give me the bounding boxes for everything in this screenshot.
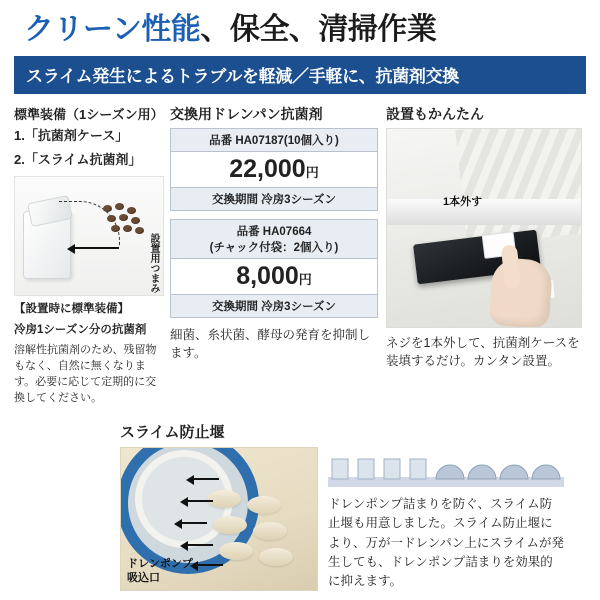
hand-shape — [489, 256, 554, 327]
left-heading: 標準装備（1シーズン用） — [14, 106, 164, 122]
photo-callout-screw: 1本外す — [443, 195, 483, 208]
left-item-1: 1.「抗菌剤ケース」 — [14, 127, 129, 143]
left-note-body: 溶解性抗菌剤のため、残留物もなく、自然に無くなります。必要に応じて定期的に交換してください。 — [14, 344, 157, 404]
weir-diagram-svg — [328, 447, 564, 491]
left-item-2: 2.「スライム抗菌剤」 — [14, 152, 142, 168]
bottom-row — [14, 447, 586, 592]
left-arrow-icon — [73, 247, 119, 249]
table-row — [171, 151, 378, 187]
bottom-description: ドレンポンプ詰まりを防ぐ、スライム防止堰も用意しました。スライム防止堰により、万が一ドレンパン上にスライムが発生しても、ドレンポンプ詰まりを効果的に抑えます。 — [328, 496, 564, 589]
bottom-section — [10, 407, 590, 592]
price-value-1: 22,000 — [229, 154, 306, 183]
left-note-title-line2: 冷房1シーズン分の抗菌剤 — [14, 324, 147, 337]
price-value-2: 8,000 — [236, 261, 299, 290]
page-title-rest: 、保全、清掃作業 — [200, 13, 437, 46]
table-row — [171, 294, 378, 317]
price-table-1 — [170, 128, 378, 211]
drain-pump-photo — [120, 447, 318, 591]
weir-diagram — [328, 447, 564, 491]
three-column-section — [10, 104, 590, 407]
table-row — [171, 128, 378, 151]
period-cell-1: 交換期間 冷房3シーズン — [171, 187, 378, 210]
middle-heading: 交換用ドレンパン抗菌剤 — [170, 105, 323, 122]
part-number-2-line1: 品番 HA07664 — [236, 225, 312, 238]
flow-arrow-icon — [181, 522, 207, 524]
flow-arrow-icon — [187, 500, 213, 502]
drain-pump-label-line2: 吸込口 — [127, 572, 160, 585]
subtitle-banner: スライム発生によるトラブルを軽減／手軽に、抗菌剤交換 — [14, 56, 586, 94]
left-product-photo — [14, 176, 164, 296]
flow-arrow-icon — [197, 564, 223, 566]
weir-bumps-shape — [207, 490, 317, 586]
column-replacement-agent — [170, 104, 378, 364]
price-cell-2 — [171, 258, 378, 294]
table-row — [171, 187, 378, 210]
table-row — [171, 219, 378, 258]
middle-note: 細菌、糸状菌、酵母の発育を抑制します。 — [170, 327, 371, 361]
drain-pump-label — [127, 558, 193, 586]
table-row — [171, 258, 378, 294]
pellet-group — [101, 203, 149, 237]
part-number-2-line2: (チャック付袋：2個入り) — [209, 241, 339, 254]
flow-arrow-icon — [187, 544, 213, 546]
install-photo — [386, 128, 582, 328]
period-cell-2: 交換期間 冷房3シーズン — [171, 294, 378, 317]
page-title — [10, 0, 590, 52]
part-number-2 — [171, 219, 378, 258]
right-note: ネジを1本外して、抗菌剤ケースを装填するだけ。カンタン設置。 — [386, 335, 580, 369]
photo-label-knob: 設置用つまみ — [148, 233, 159, 294]
panel-edge-shape — [387, 199, 581, 225]
column-standard-equipment — [14, 104, 162, 407]
column-easy-install — [386, 104, 580, 372]
page-title-accent: クリーン性能 — [24, 13, 201, 46]
price-yen-1: 円 — [305, 164, 319, 180]
part-number-1: 品番 HA07187(10個入り) — [171, 128, 378, 151]
flow-arrow-icon — [193, 478, 219, 480]
price-table-2 — [170, 219, 378, 318]
bottom-text-block — [328, 447, 564, 592]
louver-shape — [455, 128, 582, 245]
drain-pump-label-line1: ドレンポンプ — [127, 558, 193, 571]
right-heading: 設置もかんたん — [386, 105, 484, 122]
price-yen-2: 円 — [298, 271, 312, 287]
left-note-title-line1: 【設置時に標準装備】 — [14, 303, 129, 316]
price-cell-1 — [171, 151, 378, 187]
bottom-heading: スライム防止堰 — [120, 423, 225, 441]
